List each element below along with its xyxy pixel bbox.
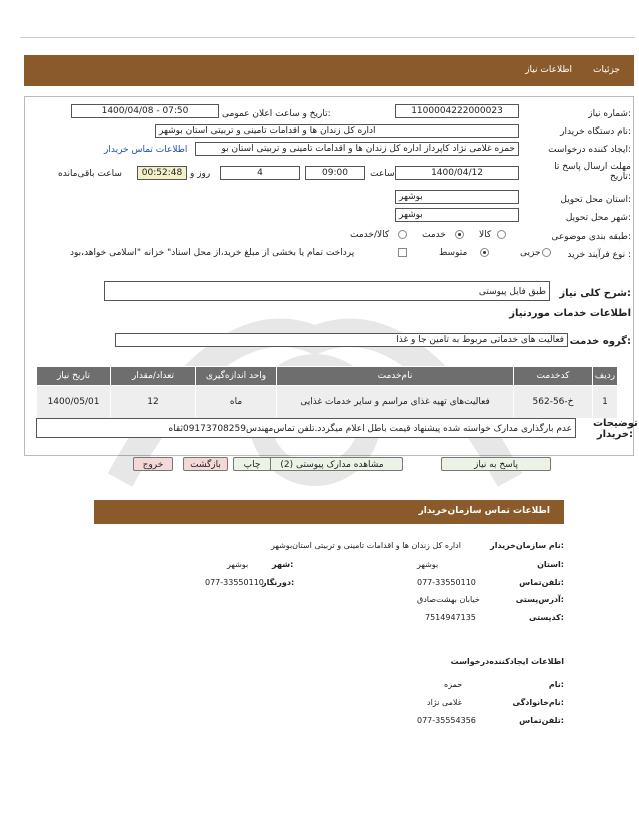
tab-details[interactable]: جزئیات: [593, 65, 620, 75]
creator-family-label: نام‌خانوادگی:: [512, 698, 564, 707]
contact-fax-label: دورنگار:: [262, 578, 295, 587]
contact-fax: 077-33550110: [205, 578, 264, 587]
cell-unit: ماه: [196, 386, 277, 419]
days-label: روز و: [190, 169, 211, 179]
cell-name: فعالیت‌های تهیه غذای مراسم و سایر خدمات غذایی: [277, 386, 514, 419]
contact-org: اداره کل زندان ها و اقدامات تامینی و تربیتی استان‌بوشهر: [271, 541, 461, 550]
creator-name-label: نام:: [548, 680, 564, 689]
attachments-button[interactable]: مشاهده مدارک پیوستی (2): [261, 457, 403, 471]
announce-field: 1400/04/08 - 07:50: [71, 104, 219, 118]
creator-name: حمزه: [444, 680, 463, 689]
contact-province-label: استان:: [537, 560, 564, 569]
contact-province: بوشهر: [417, 560, 439, 569]
category-label: طبقه بندی موضوعی:: [551, 232, 631, 242]
print-button[interactable]: چاپ: [233, 457, 271, 471]
treasury-checkbox[interactable]: [398, 248, 407, 257]
city-field: بوشهر: [395, 208, 519, 222]
group-label: گروه خدمت:: [569, 336, 631, 347]
city-label: شهر محل تحویل:: [565, 213, 631, 223]
col-qty: تعداد/مقدار: [111, 367, 196, 386]
payment-note: پرداخت تمام یا بخشی از مبلغ خرید،از محل اسناد" خزانه "اسلامی خواهد،بود: [70, 248, 355, 258]
tab-need-info[interactable]: اطلاعات نیاز: [525, 65, 572, 75]
province-label: استان محل تحویل:: [560, 195, 631, 205]
back-button[interactable]: بازگشت: [183, 457, 228, 471]
col-code: کدخدمت: [514, 367, 593, 386]
need-number-label: شماره نیاز:: [588, 109, 631, 119]
top-divider: [20, 37, 635, 38]
summary-label: شرح کلی نیاز:: [559, 288, 631, 299]
cell-qty: 12: [111, 386, 196, 419]
cell-code: خ-56-562: [514, 386, 593, 419]
buyer-org-label: نام دستگاه خریدار:: [560, 127, 631, 137]
contact-address-label: آدرس‌پستی:: [515, 595, 564, 604]
contact-city-label: شهر:: [272, 560, 294, 569]
header-banner: [24, 55, 634, 86]
services-table: [36, 366, 618, 419]
col-date: تاریخ نیاز: [37, 367, 111, 386]
creator-phone-label: تلفن‌تماس:: [519, 716, 564, 725]
col-unit: واحد اندازه‌گیری: [196, 367, 277, 386]
creator-label: ایجاد کننده درخواست:: [548, 145, 631, 155]
deadline-date-field: 1400/04/12: [395, 166, 519, 180]
days-field: 4: [220, 166, 300, 180]
radio-service-label: خدمت: [422, 230, 446, 240]
col-row: ردیف: [593, 367, 618, 386]
radio-medium-label: متوسط: [439, 248, 468, 258]
radio-goods-label: کالا: [479, 230, 492, 240]
table-header-row: [37, 367, 618, 386]
group-field: فعالیت های خدماتی مربوط به تامین جا و غذا: [115, 333, 568, 347]
contact-org-label: نام سازمان‌خریدار:: [490, 541, 564, 550]
buyer-org-field: اداره کل زندان ها و اقدامات تامینی و تربیتی استان بوشهر: [155, 124, 519, 138]
table-row: [37, 386, 618, 419]
deadline-time-field: 09:00: [305, 166, 365, 180]
process-label: نوع فرآیند خرید :: [567, 250, 631, 260]
buyer-notes-field: عدم بارگذاری مدارک خواسته شده پیشنهاد قیمت باطل اعلام میگردد.تلفن تماس‌مهندس09173708259ثقاه: [36, 418, 576, 438]
time-label: ساعت: [370, 169, 395, 179]
province-field: بوشهر: [395, 190, 519, 204]
reply-button[interactable]: پاسخ به نیاز: [441, 457, 551, 471]
contact-phone: 077-33550110: [417, 578, 476, 587]
need-number-field: 1100004222000023: [395, 104, 519, 118]
services-title: اطلاعات خدمات مورد‌نیاز: [509, 308, 631, 319]
cell-row: 1: [593, 386, 618, 419]
remaining-time-field: 00:52:48: [137, 166, 187, 180]
col-name: نام‌خدمت: [277, 367, 514, 386]
contact-section-header: [94, 500, 564, 524]
deadline-label: مهلت ارسال پاسخ تا تاریخ:: [554, 162, 631, 182]
remaining-label: ساعت باقی‌مانده: [58, 169, 122, 179]
radio-partial-label: جزیی: [520, 248, 541, 258]
buyer-notes-label: توضیحات خریدار:: [593, 418, 638, 440]
creator-phone: 077-35554356: [417, 716, 476, 725]
contact-address: خیابان بهشت‌صادق: [417, 595, 480, 604]
contact-phone-label: تلفن‌تماس:: [519, 578, 564, 587]
radio-goods-service-label: کالا/خدمت: [350, 230, 390, 240]
exit-button[interactable]: خروج: [133, 457, 173, 471]
contact-postal: 7514947135: [425, 613, 476, 622]
radio-goods[interactable]: [497, 230, 506, 239]
contact-city: بوشهر: [227, 560, 249, 569]
buyer-contact-link[interactable]: اطلاعات تماس خریدار: [104, 145, 188, 155]
creator-field: حمزه غلامی نژاد کاپرداز اداره کل زندان ها و اقدامات تامینی و تربیتی استان بو: [195, 142, 519, 156]
announce-label: تاریخ و ساعت اعلان عمومی:: [222, 109, 331, 119]
radio-goods-service[interactable]: [398, 230, 407, 239]
radio-service[interactable]: [455, 230, 464, 239]
radio-partial[interactable]: [542, 248, 551, 257]
creator-info-title: اطلاعات ایجادکننده‌درخواست: [450, 657, 564, 666]
creator-family: غلامی نژاد: [427, 698, 462, 707]
radio-medium[interactable]: [480, 248, 489, 257]
summary-field: طبق فایل پیوستی: [104, 281, 550, 301]
contact-postal-label: کدپستی:: [529, 613, 564, 622]
cell-date: 1400/05/01: [37, 386, 111, 419]
contact-section-title: اطلاعات تماس سازمان‌خریدار: [418, 506, 550, 516]
